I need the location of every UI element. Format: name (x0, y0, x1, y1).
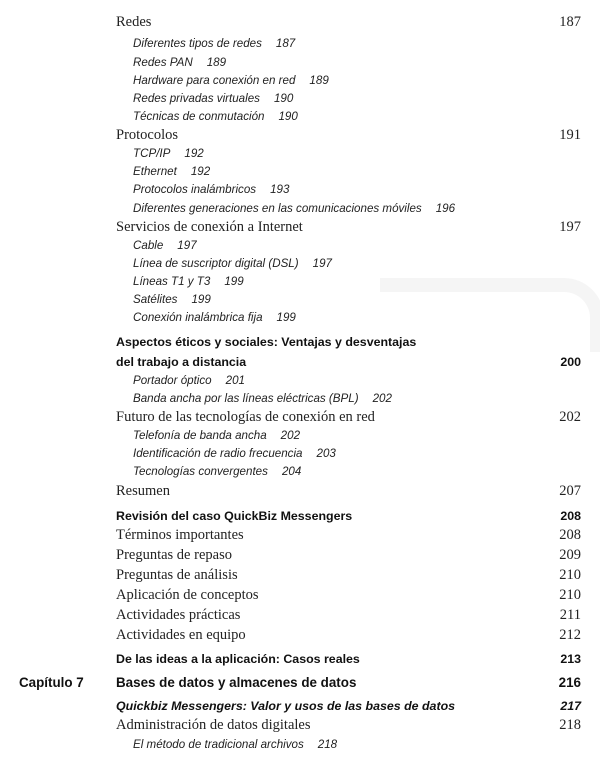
page-number: 192 (184, 147, 204, 160)
subentry-title: Conexión inalámbrica fija (133, 311, 263, 324)
page-number: 199 (191, 293, 211, 306)
page-number: 216 (558, 675, 581, 690)
section-title: Actividades prácticas (116, 607, 241, 623)
section-title: Actividades en equipo (116, 627, 246, 643)
page-number: 204 (281, 465, 302, 478)
page-number: 187 (559, 14, 581, 30)
subentry-title: Técnicas de conmutación (133, 110, 265, 123)
page-number: 200 (560, 355, 581, 369)
subentry-title: Telefonía de banda ancha (133, 429, 267, 442)
feature-title: Quickbiz Messengers: Valor y usos de las bases de datos (116, 699, 456, 713)
section-title: Servicios de conexión a Internet (116, 219, 303, 235)
page-number: 210 (559, 567, 581, 583)
subentry-title: Banda ancha por las líneas eléctricas (BPL) (133, 392, 359, 405)
page-number: 208 (559, 527, 581, 543)
page-number: 192 (190, 165, 211, 178)
page-number: 202 (559, 409, 581, 425)
page-number: 208 (560, 509, 581, 523)
subentry-title: Protocolos inalámbricos (133, 183, 257, 196)
page-number: 217 (560, 699, 581, 713)
subentry-title: Línea de suscriptor digital (DSL) (133, 257, 299, 270)
page-number: 191 (559, 127, 581, 143)
subentry-title: Ethernet (133, 165, 177, 178)
page-number: 218 (317, 738, 338, 751)
page-number: 202 (280, 429, 301, 442)
subentry-title: Diferentes generaciones en las comunicaciones móviles (133, 202, 422, 215)
feature-title-line1: Aspectos éticos y sociales: Ventajas y desventajas (116, 335, 417, 349)
page-number: 211 (559, 607, 581, 623)
page-number: 190 (278, 110, 298, 123)
subentry-title: Líneas T1 y T3 (133, 275, 211, 288)
subentry-title: El método de tradicional archivos (133, 738, 304, 751)
page-number: 201 (225, 374, 245, 387)
subentry-title: Identificación de radio frecuencia (133, 447, 303, 460)
page-number: 189 (309, 74, 329, 87)
feature-title: Revisión del caso QuickBiz Messengers (116, 509, 353, 523)
page-number: 202 (372, 392, 392, 405)
page-number: 212 (559, 627, 581, 643)
page-number: 218 (559, 717, 581, 733)
section-title: Futuro de las tecnologías de conexión en red (116, 409, 375, 425)
section-title: Preguntas de repaso (116, 547, 232, 563)
page-number: 197 (177, 239, 197, 252)
subentry-title: Redes PAN (133, 56, 193, 69)
page-number: 199 (224, 275, 244, 288)
page-number: 196 (435, 202, 456, 215)
chapter-label: Capítulo 7 (19, 675, 84, 690)
page-number: 189 (206, 56, 227, 69)
page-number: 197 (312, 257, 332, 270)
section-title: Preguntas de análisis (116, 567, 238, 583)
page-number: 203 (316, 447, 336, 460)
page-number: 210 (559, 587, 581, 603)
subentry-title: Tecnologías convergentes (133, 465, 268, 478)
page-number: 190 (273, 92, 294, 105)
page-number: 213 (560, 652, 581, 666)
page-number: 209 (559, 547, 581, 563)
page-number: 193 (270, 183, 290, 196)
chapter-title: Bases de datos y almacenes de datos (116, 675, 357, 690)
section-title: Administración de datos digitales (116, 717, 311, 733)
section-title: Aplicación de conceptos (116, 587, 259, 603)
page-number: 199 (276, 311, 296, 324)
subentry-title: Cable (133, 239, 164, 252)
subentry-title: Portador óptico (133, 374, 212, 387)
page-number: 187 (275, 37, 296, 50)
subentry-title: Redes privadas virtuales (133, 92, 260, 105)
section-title: Términos importantes (116, 527, 244, 543)
feature-title: De las ideas a la aplicación: Casos reales (116, 652, 360, 666)
section-title: Protocolos (116, 127, 179, 143)
subentry-title: Satélites (133, 293, 178, 306)
subentry-title: Hardware para conexión en red (133, 74, 296, 87)
subentry-title: TCP/IP (133, 147, 171, 160)
feature-title-line2: del trabajo a distancia (116, 355, 247, 369)
subentry-title: Diferentes tipos de redes (133, 37, 262, 50)
page-number: 207 (559, 483, 581, 499)
section-title: Resumen (116, 483, 170, 499)
section-title: Redes (116, 14, 152, 30)
page-number: 197 (559, 219, 581, 235)
